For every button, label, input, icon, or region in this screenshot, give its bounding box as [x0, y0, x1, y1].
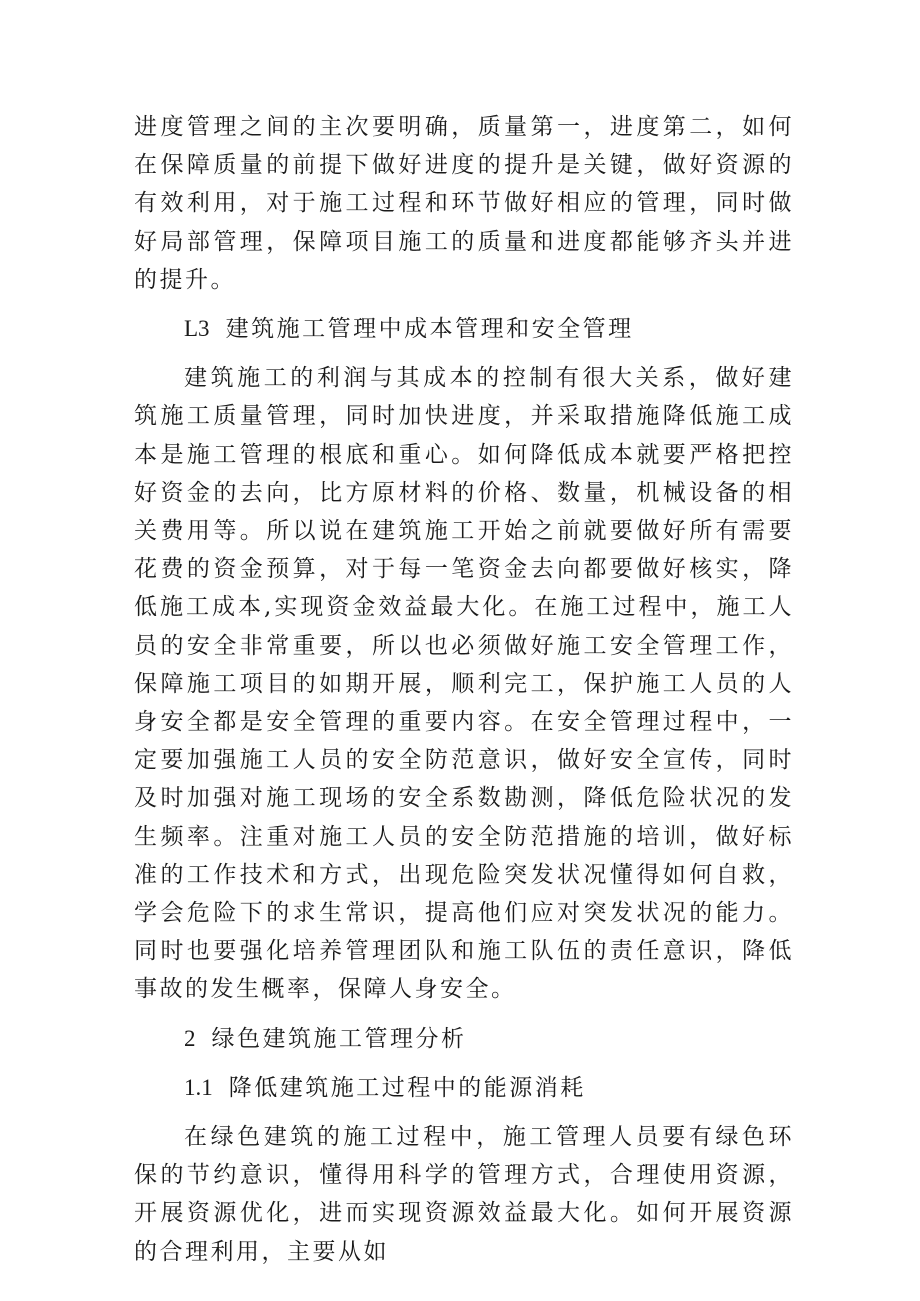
section-heading-cost-safety: [134, 310, 794, 348]
section-title: 建筑施工管理中成本管理和安全管理: [225, 316, 634, 343]
section-heading-green-building: [134, 1020, 794, 1058]
section-title: 绿色建筑施工管理分析: [211, 1025, 467, 1052]
paragraph-schedule-management: 进度管理之间的主次要明确，质量第一，进度第二，如何在保障质量的前提下做好进度的提升是关键，做好资源的有效利用，对于施工过程和环节做好相应的管理，同时做好局部管理，保障项目施工的质量和进度都能够齐头并进的提升。: [134, 114, 794, 293]
paragraph-energy-saving: 在绿色建筑的施工过程中，施工管理人员要有绿色环保的节约意识，懂得用科学的管理方式，合理使用资源，开展资源优化，进而实现资源效益最大化。如何开展资源的合理利用，主要从如: [134, 1124, 794, 1265]
section-number: L3: [184, 316, 210, 342]
section-number: 2: [184, 1025, 196, 1051]
subsection-heading-energy: [134, 1069, 794, 1107]
document-body: [134, 108, 794, 1271]
subsection-title: 降低建筑施工过程中的能源消耗: [228, 1074, 586, 1101]
subsection-number: 1.1: [184, 1074, 213, 1100]
paragraph-cost-safety: 建筑施工的利润与其成本的控制有很大关系，做好建筑施工质量管理，同时加快进度，并采取措施降低施工成本是施工管理的根底和重心。如何降低成本就要严格把控好资金的去向，比方原材料的价格、数量，机械设备的相关费用等。所以说在建筑施工开始之前就要做好所有需要花费的资金预算，对于每一笔资金去向都要做好核实，降低施工成本,实现资金效益最大化。在施工过程中，施工人员的安全非常重要，所以也必须做好施工安全管理工作，保障施工项目的如期开展，顺利完工，保护施工人员的人身安全都是安全管理的重要内容。在安全管理过程中，一定要加强施工人员的安全防范意识，做好安全宣传，同时及时加强对施工现场的安全系数勘测，降低危险状况的发生频率。注重对施工人员的安全防范措施的培训，做好标准的工作技术和方式，出现危险突发状况懂得如何自救，学会危险下的求生常识，提高他们应对突发状况的能力。同时也要强化培养管理团队和施工队伍的责任意识，降低事故的发生概率，保障人身安全。: [134, 365, 794, 1003]
